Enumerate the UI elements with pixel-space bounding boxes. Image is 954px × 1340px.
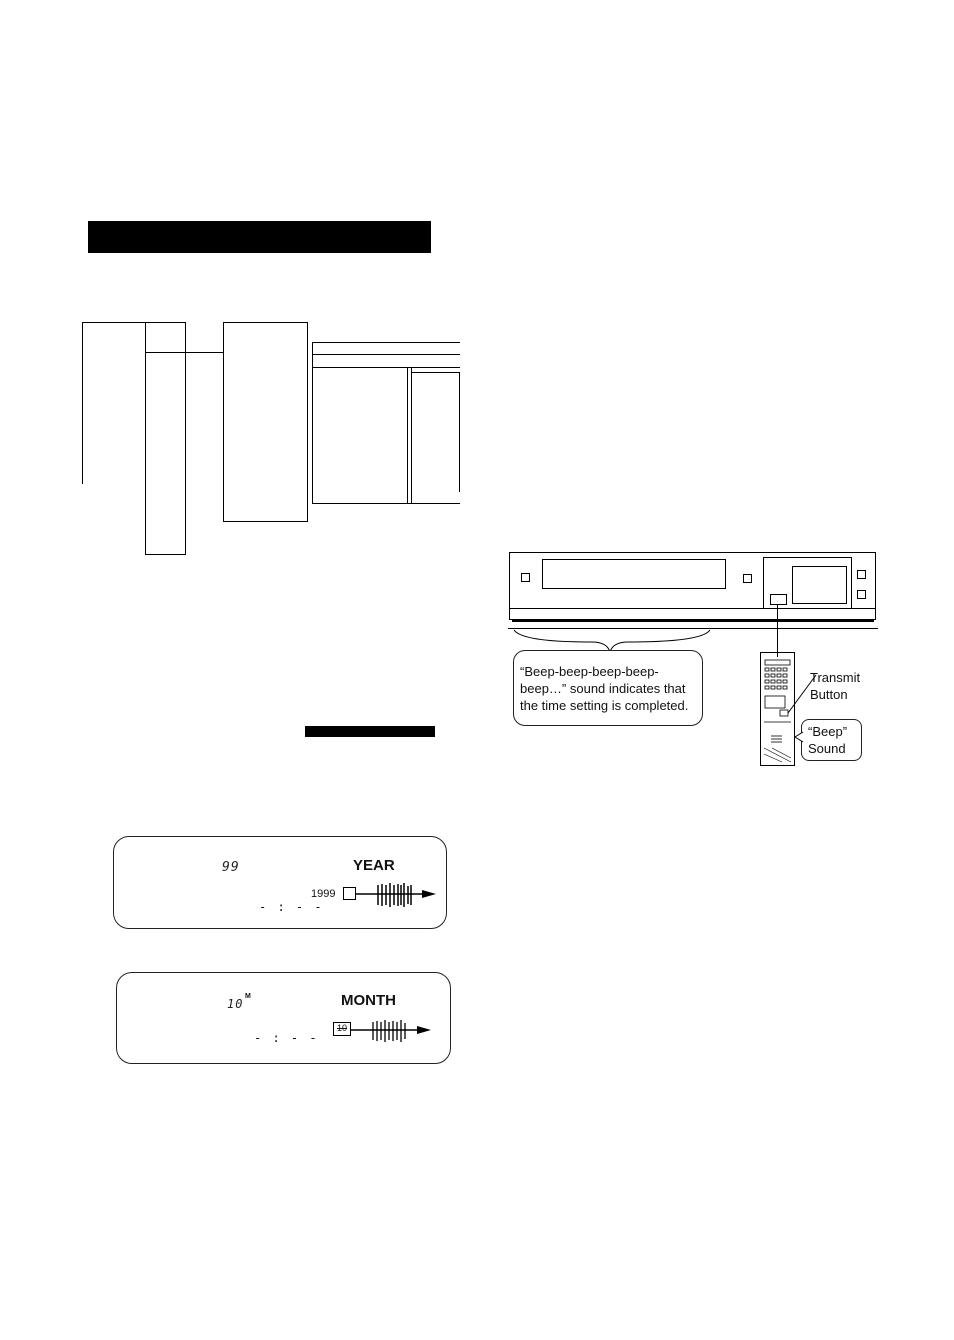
transmit-label-line-1: Transmit [810, 670, 861, 685]
step-heading-bar [305, 726, 435, 737]
beep-callout-line-1: “Beep-beep-beep-beep- [520, 664, 659, 679]
beep-sound-line-2: Sound [808, 741, 846, 756]
display-month-suffix: M [245, 993, 251, 1000]
diagram-table-line-3 [312, 367, 460, 368]
vcr-cassette-slot [542, 559, 726, 589]
diagram-table-line-1 [312, 342, 460, 343]
vcr-illustration [508, 548, 880, 770]
beep-sound-bubble [801, 719, 862, 761]
display-year-panel [113, 836, 447, 929]
diagram-table-vline-1 [312, 342, 313, 504]
beep-callout-line-3: the time setting is completed. [520, 698, 689, 713]
display-month-box: 10 [333, 1022, 351, 1036]
diagram-table-subrow [411, 372, 460, 373]
diagram-table-vline-right [459, 372, 460, 492]
display-year-sweep-arrow [356, 881, 438, 909]
diagram-connector [186, 352, 224, 353]
diagram-box-narrow [145, 322, 186, 555]
section-heading-bar [88, 221, 431, 253]
display-month-time: - : - - [254, 1031, 319, 1045]
diagram-left-line [82, 322, 83, 484]
display-year-label: YEAR [353, 857, 395, 874]
vcr-sensor-window [770, 594, 787, 605]
transmit-button-label [810, 669, 860, 703]
vcr-right-button-1 [857, 570, 866, 579]
diagram-top-line [82, 322, 146, 323]
beep-callout [513, 650, 703, 726]
beep-sound-tail [793, 730, 805, 744]
transmit-label-line-2: Button [810, 687, 848, 702]
vcr-remote-link [777, 605, 778, 657]
display-year-value: 1999 [311, 888, 336, 900]
beep-sound-line-1: “Beep” [808, 724, 848, 739]
connection-diagram [82, 322, 462, 557]
display-year-time: - : - - [259, 900, 324, 914]
display-month-panel [116, 972, 451, 1064]
display-month-digits: 10 [227, 997, 244, 1011]
vcr-display-window [792, 566, 847, 604]
vcr-right-button-2 [857, 590, 866, 599]
beep-callout-line-2: beep…” sound indicates that [520, 681, 686, 696]
display-year-box [343, 887, 356, 900]
diagram-table-vline-3 [411, 367, 412, 504]
vcr-power-button [521, 573, 530, 582]
display-month-sweep-arrow [351, 1017, 433, 1045]
diagram-table-bottom-line [312, 503, 460, 504]
display-year-digits: 99 [222, 860, 240, 875]
diagram-table-vline-2 [407, 367, 408, 504]
vcr-base [512, 620, 874, 622]
diagram-box-narrow-divider [145, 352, 186, 353]
diagram-box-middle [223, 322, 308, 522]
display-month-label: MONTH [341, 992, 396, 1009]
diagram-table-line-2 [312, 354, 460, 355]
vcr-eject-button [743, 574, 752, 583]
